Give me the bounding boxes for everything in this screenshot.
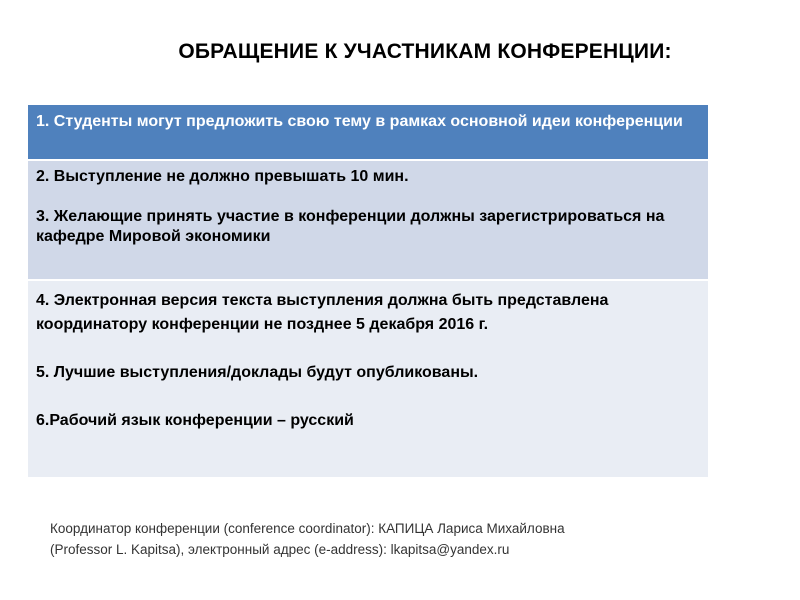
item-3-text: 3. Желающие принять участие в конференции должны зарегистрироваться на кафедре Мировой экономики — [36, 208, 665, 245]
item-5-text: 5. Лучшие выступления/доклады будут опубликованы. — [36, 364, 479, 381]
info-table — [28, 105, 708, 477]
spacer — [36, 385, 700, 409]
item-1-text: 1. Студенты могут предложить свою тему в рамках основной идеи конференции — [36, 113, 683, 130]
spacer — [36, 337, 700, 361]
table-row — [28, 279, 708, 477]
spacer — [36, 187, 700, 207]
item-6-text: 6.Рабочий язык конференции – русский — [36, 412, 354, 429]
page-title: ОБРАЩЕНИЕ К УЧАСТНИКАМ КОНФЕРЕНЦИИ: — [178, 40, 672, 63]
item-2-text: 2. Выступление не должно превышать 10 мин. — [36, 168, 409, 185]
coordinator-info — [50, 518, 565, 560]
table-row — [28, 159, 708, 279]
table-header-row — [28, 105, 708, 159]
coordinator-line-1: Координатор конференции (conference coordinator): КАПИЦА Лариса Михайловна — [50, 521, 565, 536]
coordinator-line-2: (Professor L. Kapitsa), электронный адрес (e-address): lkapitsa@yandex.ru — [50, 542, 510, 557]
item-4-text: 4. Электронная версия текста выступления должна быть представлена координатору конференции не позднее 5 декабря 2016 г. — [36, 292, 609, 333]
